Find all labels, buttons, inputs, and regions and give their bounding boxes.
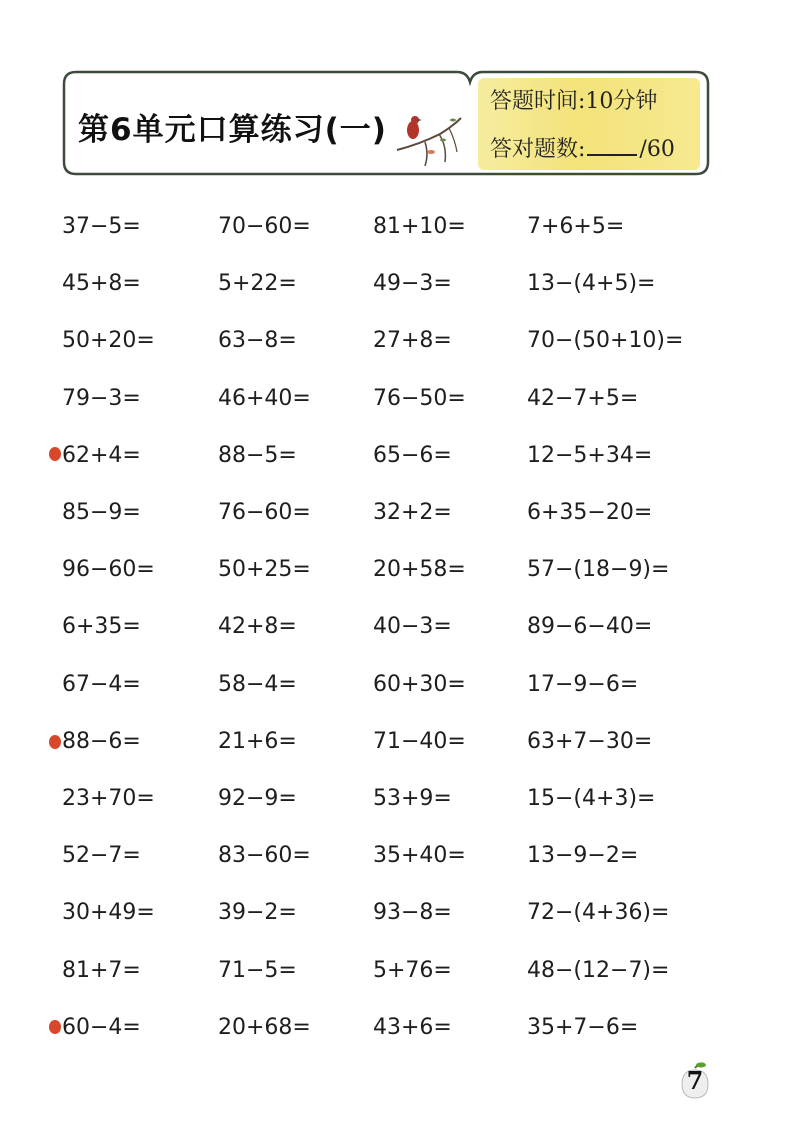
page-title: 第6单元口算练习(一) — [78, 112, 387, 148]
problem-item: 65−6= — [373, 443, 452, 468]
problem-item: 48−(12−7)= — [527, 958, 670, 983]
score-prefix: 答对题数: — [490, 137, 586, 162]
problem-item: 6+35= — [62, 614, 141, 639]
problem-item: 13−(4+5)= — [527, 271, 656, 296]
problem-item: 12−5+34= — [527, 443, 653, 468]
page-number-badge — [678, 1060, 712, 1100]
problem-item: 6+35−20= — [527, 500, 653, 525]
score-line — [490, 132, 675, 163]
problem-item: 46+40= — [218, 386, 311, 411]
problem-item: 45+8= — [62, 271, 141, 296]
marker-dot-icon — [49, 1020, 61, 1034]
problem-item: 35+7−6= — [527, 1015, 639, 1040]
problem-item: 53+9= — [373, 786, 452, 811]
problem-item: 5+76= — [373, 958, 452, 983]
problem-item: 58−4= — [218, 672, 297, 697]
problem-item: 81+7= — [62, 958, 141, 983]
problem-item: 70−60= — [218, 214, 311, 239]
page-number: 7 — [686, 1066, 704, 1095]
problem-item: 50+20= — [62, 328, 155, 353]
problem-item: 83−60= — [218, 843, 311, 868]
problem-item: 85−9= — [62, 500, 141, 525]
problem-item: 32+2= — [373, 500, 452, 525]
problem-item: 42+8= — [218, 614, 297, 639]
problem-item: 20+58= — [373, 557, 466, 582]
marker-dot-icon — [49, 447, 61, 461]
problem-item: 76−50= — [373, 386, 466, 411]
problem-item: 43+6= — [373, 1015, 452, 1040]
problem-item: 27+8= — [373, 328, 452, 353]
problem-item: 88−6= — [62, 729, 141, 754]
problem-item: 15−(4+3)= — [527, 786, 656, 811]
problem-item: 72−(4+36)= — [527, 900, 670, 925]
problem-item: 60−4= — [62, 1015, 141, 1040]
problem-item: 57−(18−9)= — [527, 557, 670, 582]
problem-item: 52−7= — [62, 843, 141, 868]
score-blank[interactable] — [587, 136, 637, 156]
problem-item: 13−9−2= — [527, 843, 639, 868]
problem-item: 63+7−30= — [527, 729, 653, 754]
problem-item: 60+30= — [373, 672, 466, 697]
problem-item: 35+40= — [373, 843, 466, 868]
problem-item: 93−8= — [373, 900, 452, 925]
problem-item: 23+70= — [62, 786, 155, 811]
problem-item: 89−6−40= — [527, 614, 653, 639]
problem-item: 39−2= — [218, 900, 297, 925]
problem-item: 92−9= — [218, 786, 297, 811]
time-limit-label: 答题时间:10分钟 — [490, 89, 658, 114]
problem-item: 20+68= — [218, 1015, 311, 1040]
problem-item: 50+25= — [218, 557, 311, 582]
problem-item: 96−60= — [62, 557, 155, 582]
problem-item: 49−3= — [373, 271, 452, 296]
score-total: /60 — [639, 137, 675, 162]
problem-item: 67−4= — [62, 672, 141, 697]
problem-item: 17−9−6= — [527, 672, 639, 697]
problem-item: 62+4= — [62, 443, 141, 468]
problem-item: 71−40= — [373, 729, 466, 754]
problem-item: 30+49= — [62, 900, 155, 925]
problem-item: 71−5= — [218, 958, 297, 983]
problem-item: 7+6+5= — [527, 214, 625, 239]
marker-dot-icon — [49, 735, 61, 749]
info-box — [478, 78, 700, 170]
problem-item: 70−(50+10)= — [527, 328, 684, 353]
problem-item: 88−5= — [218, 443, 297, 468]
problem-item: 37−5= — [62, 214, 141, 239]
problem-item: 76−60= — [218, 500, 311, 525]
bird-branch-illustration — [395, 112, 465, 176]
problem-item: 5+22= — [218, 271, 297, 296]
problem-item: 79−3= — [62, 386, 141, 411]
problem-item: 42−7+5= — [527, 386, 639, 411]
problem-item: 63−8= — [218, 328, 297, 353]
problem-item: 81+10= — [373, 214, 466, 239]
problem-item: 21+6= — [218, 729, 297, 754]
problem-item: 40−3= — [373, 614, 452, 639]
